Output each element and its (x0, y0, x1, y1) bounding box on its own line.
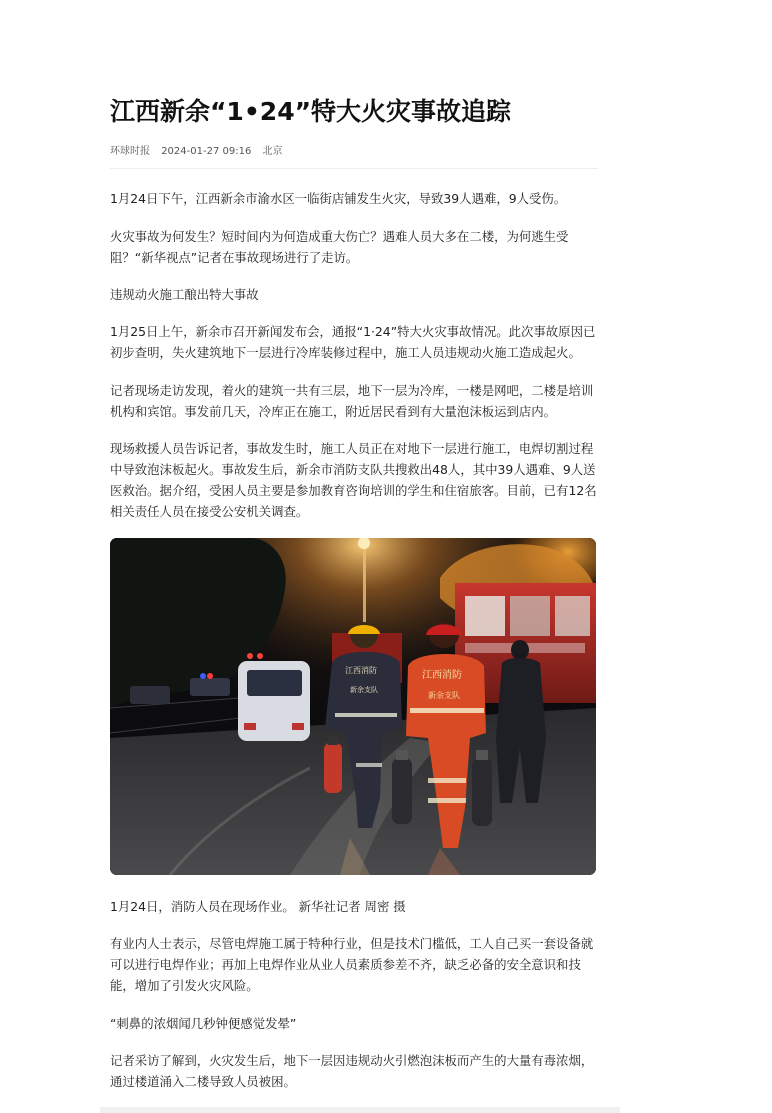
paragraph: 火灾事故为何发生？短时间内为何造成重大伤亡？遇难人员大多在二楼，为何逃生受阻？“新华视点”记者在事故现场进行了走访。 (110, 229, 569, 265)
bottom-toolbar-edge (100, 1107, 620, 1113)
firefighters-scene-image (110, 538, 596, 875)
vest-text: 新余支队 (428, 691, 460, 700)
section-heading: “刺鼻的浓烟闻几秒钟便感觉发晕” (110, 1016, 297, 1031)
source-name[interactable]: 环球时报 (110, 146, 150, 157)
vest-text: 新余支队 (350, 686, 378, 694)
article-photo[interactable] (110, 538, 596, 875)
paragraph: 1月24日下午，江西新余市渝水区一临街店铺发生火灾，导致39人遇难，9人受伤。 (110, 191, 567, 206)
section-heading: 违规动火施工酿出特大事故 (110, 287, 259, 302)
publish-location: 北京 (262, 146, 283, 157)
article-title: 江西新余“1•24”特大火灾事故追踪 (110, 97, 512, 126)
meta-divider (110, 168, 598, 169)
publish-time: 2024-01-27 09:16 (161, 146, 252, 157)
vest-text: 江西消防 (422, 670, 462, 681)
paragraph: 记者采访了解到，火灾发生后，地下一层因违规动火引燃泡沫板而产生的大量有毒浓烟，通过楼道涌入二楼导致人员被困。 (110, 1053, 594, 1089)
paragraph: 1月25日上午，新余市召开新闻发布会，通报“1·24”特大火灾事故情况。此次事故原因已初步查明，失火建筑地下一层进行冷库装修过程中，施工人员违规动火施工造成起火。 (110, 324, 596, 360)
paragraph: 现场救援人员告诉记者，事故发生时，施工人员正在对地下一层进行施工，电焊切割过程中导致泡沫板起火。事故发生后，新余市消防支队共搜救出48人，其中39人遇难、9人送医救治。据介绍，受困人员主要是参加教育咨询培训的学生和住宿旅客。目前，已有12名相关责任人员在接受公安机关调查。 (110, 441, 597, 519)
paragraph: 有业内人士表示，尽管电焊施工属于特种行业，但是技术门槛低，工人自己买一套设备就可以进行电焊作业；再加上电焊作业从业人员素质参差不齐，缺乏必备的安全意识和技能，增加了引发火灾风险。 (110, 936, 594, 993)
vest-text: 江西消防 (345, 666, 377, 675)
paragraph: 记者现场走访发现，着火的建筑一共有三层，地下一层为冷库，一楼是网吧，二楼是培训机构和宾馆。事发前几天，冷库正在施工，附近居民看到有大量泡沫板运到店内。 (110, 383, 594, 419)
photo-caption: 1月24日，消防人员在现场作业。 新华社记者 周密 摄 (110, 899, 406, 914)
article-meta (110, 145, 291, 159)
